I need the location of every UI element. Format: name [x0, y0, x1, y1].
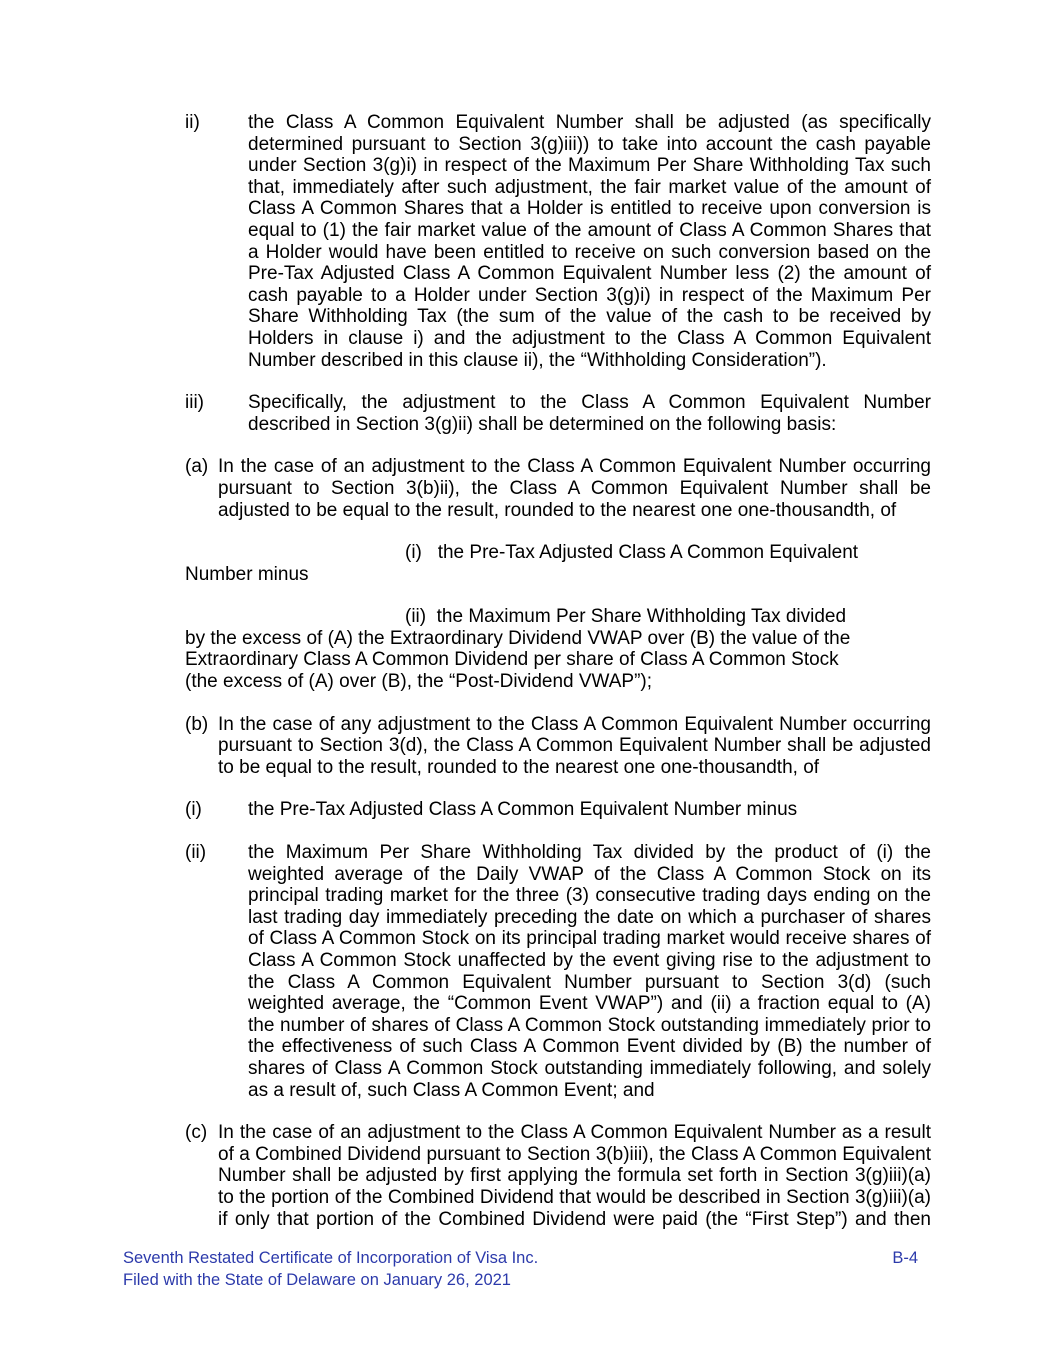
paragraph-a-label: (a) [185, 456, 209, 478]
formula-clause-i [185, 542, 931, 585]
paragraph-a [185, 456, 931, 521]
paragraph-b [185, 714, 931, 779]
paragraph-romanette-i [185, 799, 931, 821]
paragraph-romanette-i-text: the Pre-Tax Adjusted Class A Common Equivalent Number minus [248, 799, 798, 821]
paragraph-c [185, 1122, 931, 1230]
formula-clause-ii-line: Extraordinary Class A Common Dividend per share of Class A Common Stock [185, 649, 839, 671]
paragraph-ii-text: the Class A Common Equivalent Number shall be adjusted (as specifically determined pursuant to Section 3(g)iii)) to take into account the cash payable under Section 3(g)i) in respect of the Maximum Per Share Withholding Tax such that, immediately after such adjustment, the fair market value of the amount of Class A Common Shares that a Holder is entitled to receive upon conversion is equal to (1) the fair market value of the amount of Class A Common Shares that a Holder would have been entitled to receive on such conversion based on the Pre-Tax Adjusted Class A Common Equivalent Number less (2) the amount of cash payable to a Holder under Section 3(g)i) in respect of the Maximum Per Share Withholding Tax (the sum of the value of the cash to be received by Holders in clause i) and the adjustment to the Class A Common Equivalent Number described in this clause ii), the “Withholding Consideration”). [248, 112, 931, 371]
paragraph-b-text: In the case of any adjustment to the Class A Common Equivalent Number occurring pursuant to Section 3(d), the Class A Common Equivalent Number shall be adjusted to be equal to the result, rounded to the nearest one one-thousandth, of [218, 713, 931, 778]
paragraph-ii [185, 112, 931, 371]
paragraph-ii-label: ii) [185, 112, 200, 133]
paragraph-iii-label: iii) [185, 392, 204, 414]
paragraph-romanette-ii-text: the Maximum Per Share Withholding Tax divided by the product of (i) the weighted average of the Daily VWAP of the Class A Common Stock on its principal trading market for the three (3) consecutive trading days ending on the last trading day immediately preceding the date on which a purchaser of shares of Class A Common Stock on its principal trading market would receive shares of Class A Common Stock unaffected by the event giving rise to the adjustment to the Class A Common Equivalent Number pursuant to Section 3(d) (such weighted average, the “Common Event VWAP”) and (ii) a fraction equal to (A) the number of shares of Class A Common Stock outstanding immediately prior to the effectiveness of such Class A Common Event divided by (B) the number of shares of Class A Common Stock outstanding immediately following, and solely as a result of, such Class A Common Event; and [248, 842, 931, 1101]
formula-clause-ii-line: by the excess of (A) the Extraordinary Dividend VWAP over (B) the value of the [185, 627, 851, 649]
paragraph-romanette-ii [185, 842, 931, 1101]
paragraph-c-label: (c) [185, 1122, 208, 1144]
formula-clause-i-line: Number minus [185, 563, 309, 585]
paragraph-romanette-i-label: (i) [185, 799, 202, 821]
formula-clause-i-first-line: (i) the Pre-Tax Adjusted Class A Common Equivalent [405, 542, 859, 564]
document-body [185, 112, 931, 1251]
footer-filing-date: Filed with the State of Delaware on January 26, 2021 [123, 1270, 511, 1289]
paragraph-a-text: In the case of an adjustment to the Class A Common Equivalent Number occurring pursuant to Section 3(b)ii), the Class A Common Equivalent Number shall be adjusted to be equal to the result, rounded to the nearest one one-thousandth, of [218, 456, 931, 521]
formula-clause-ii [185, 606, 931, 692]
paragraph-b-label: (b) [185, 713, 209, 735]
paragraph-c-text: In the case of an adjustment to the Class A Common Equivalent Number as a result of a Combined Dividend pursuant to Section 3(b)iii), the Class A Common Equivalent Number shall be adjusted by first applying the formula set forth in Section 3(g)iii)(a) to the portion of the Combined Dividend that would be described in Section 3(g)iii)(a) if only that portion of the Combined Dividend were paid (the “First Step”) and then [218, 1122, 931, 1230]
formula-clause-ii-first-line: (ii) the Maximum Per Share Withholding Tax divided [405, 606, 847, 628]
formula-clause-ii-line: (the excess of (A) over (B), the “Post-Dividend VWAP”); [185, 671, 653, 693]
paragraph-iii-text: Specifically, the adjustment to the Class A Common Equivalent Number described in Section 3(g)ii) shall be determined on the following basis: [248, 392, 931, 435]
paragraph-romanette-ii-label: (ii) [185, 842, 207, 864]
footer-document-info [123, 1248, 538, 1291]
page-footer [123, 1248, 918, 1291]
footer-page-number: B-4 [892, 1249, 918, 1267]
footer-title: Seventh Restated Certificate of Incorporation of Visa Inc. [123, 1249, 539, 1267]
paragraph-iii [185, 392, 931, 435]
